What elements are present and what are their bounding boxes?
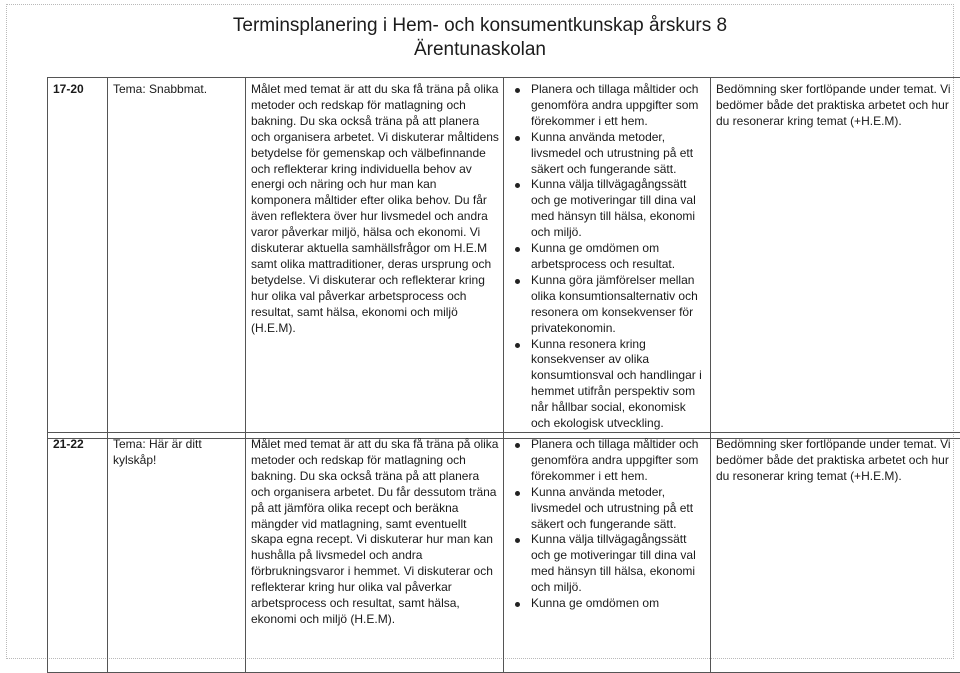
assessment-text: Bedömning sker fortlöpande under temat. Vi bedömer både det praktiska arbetet och hur du resonerar kring temat (+H.E.M). xyxy=(716,82,951,128)
page-title: Terminsplanering i Hem- och konsumentkunskap årskurs 8 xyxy=(0,14,960,38)
list-item: Kunna välja tillvägagångssätt och ge motiveringar till dina val med hänsyn till hälsa, ekonomi och miljö. xyxy=(531,177,706,241)
description-cell xyxy=(246,433,504,673)
description-text: Målet med temat är att du ska få träna på olika metoder och redskap för matlagning och bakning. Du ska också träna på att planera och organisera arbetet. Du får dessutom träna på att jämföra olika recept och beräkna mängder vid matlagning, samt eventuellt skapa egna recept. Vi diskuterar hur man kan hushålla på livsmedel och andra förbrukningsvaror i hemmet. Vi diskuterar och reflekterar kring hur olika val påverkar arbetsprocess och resultat, samt hälsa, ekonomi och miljö (H.E.M). xyxy=(251,437,498,626)
week-label: 21-22 xyxy=(53,437,84,451)
assessment-cell xyxy=(711,78,960,439)
table-row xyxy=(48,433,960,673)
list-item: Kunna använda metoder, livsmedel och utrustning på ett säkert och fungerande sätt. xyxy=(531,485,706,533)
theme-label: Tema: Snabbmat. xyxy=(113,82,207,96)
list-item: Kunna göra jämförelser mellan olika konsumtionsalternativ och resonera om konsekvenser för privatekonomin. xyxy=(531,273,706,337)
list-item: Kunna välja tillvägagångssätt och ge motiveringar till dina val med hänsyn till hälsa, ekonomi och miljö. xyxy=(531,532,706,596)
list-item: Kunna ge omdömen om xyxy=(531,596,706,612)
description-text: Målet med temat är att du ska få träna på olika metoder och redskap för matlagning och bakning. Du ska också träna på att planera och organisera arbetet. Vi diskuterar måltidens betydelse för gemenskap och välbefinnande och reflekterar kring individuella behov av energi och näring och hur man kan komponera måltider efter olika behov. Du får även reflektera över hur livsmedel och andra varor påverkar miljö, hälsa och ekonomi. Vi diskuterar aktuella samhällsfrågor om H.E.M samt olika mattraditioner, deras ursprung och betydelse. Vi diskuterar och reflekterar kring hur olika val påverkar arbetsprocess och resultat, samt hälsa, ekonomi och miljö (H.E.M). xyxy=(251,82,499,335)
list-item: Kunna ge omdömen om arbetsprocess och resultat. xyxy=(531,241,706,273)
table-row xyxy=(48,78,960,439)
theme-cell xyxy=(108,78,246,439)
list-item: Planera och tillaga måltider och genomföra andra uppgifter som förekommer i ett hem. xyxy=(531,82,706,130)
list-item: Planera och tillaga måltider och genomföra andra uppgifter som förekommer i ett hem. xyxy=(531,437,706,485)
assessment-text: Bedömning sker fortlöpande under temat. Vi bedömer både det praktiska arbetet och hur du resonerar kring temat (+H.E.M). xyxy=(716,437,951,483)
week-label: 17-20 xyxy=(53,82,84,96)
school-name: Ärentunaskolan xyxy=(0,38,960,62)
plan-table-1 xyxy=(47,77,960,439)
list-item: Kunna använda metoder, livsmedel och utrustning på ett säkert och fungerande sätt. xyxy=(531,130,706,178)
week-cell xyxy=(48,78,108,439)
goals-cell xyxy=(504,78,711,439)
header xyxy=(0,14,960,62)
assessment-cell xyxy=(711,433,960,673)
goals-list xyxy=(509,437,706,612)
plan-table-2 xyxy=(47,432,960,673)
theme-label: Tema: Här är ditt kylskåp! xyxy=(113,437,202,467)
theme-cell xyxy=(108,433,246,673)
week-cell xyxy=(48,433,108,673)
goals-cell xyxy=(504,433,711,673)
goals-list xyxy=(509,82,706,432)
list-item: Kunna resonera kring konsekvenser av olika konsumtionsval och handlingar i hemmet utifrån perspektiv som når hållbar social, ekonomisk och ekologisk utveckling. xyxy=(531,337,706,432)
description-cell xyxy=(246,78,504,439)
